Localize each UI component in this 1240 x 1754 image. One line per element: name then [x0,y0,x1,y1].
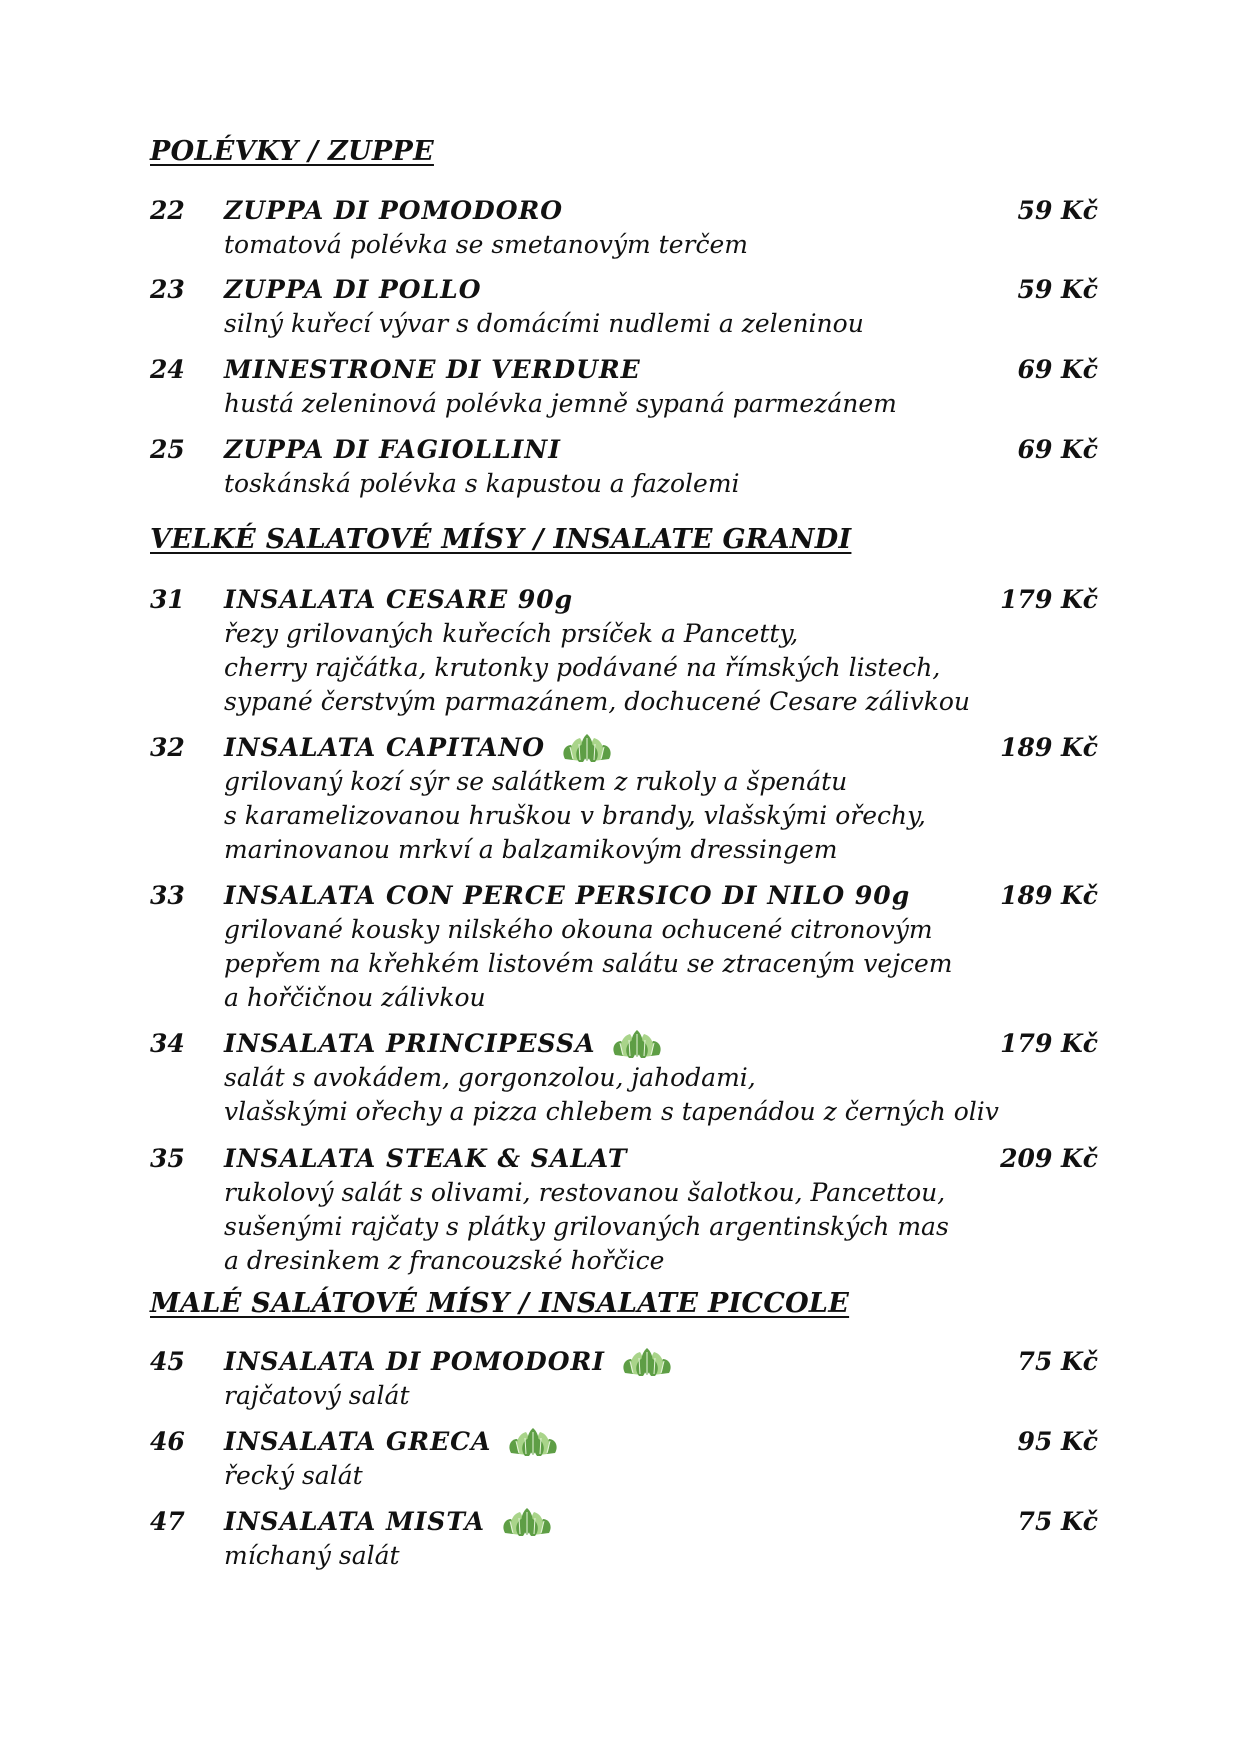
item-number: 47 [150,1507,185,1536]
item-description-line: sušenými rajčaty s plátky grilovaných argentinských mas [224,1212,949,1241]
item-number: 24 [150,355,185,384]
item-name-wrap [224,1425,561,1460]
item-description [150,387,1098,421]
item-name-wrap [224,1505,555,1540]
item-number: 34 [150,1029,185,1058]
menu-item-header [150,1027,1098,1061]
item-price: 75 Kč [1017,1347,1098,1376]
menu-item [150,194,1098,262]
lettuce-leaf-icon [499,1506,555,1538]
item-description-line: pepřem na křehkém listovém salátu se ztraceným vejcem [224,949,953,978]
item-description [150,1459,1098,1493]
lettuce-leaf-icon [609,1028,665,1060]
item-description-line: hustá zeleninová polévka jemně sypaná parmezánem [224,389,897,418]
lettuce-leaf-icon [619,1346,675,1378]
menu-item [150,1142,1098,1278]
item-price: 59 Kč [1017,196,1098,225]
menu-item [150,583,1098,719]
item-price: 59 Kč [1017,275,1098,304]
item-name-wrap [224,1027,665,1062]
menu-item-header [150,1345,1098,1379]
item-price: 189 Kč [1000,881,1098,910]
item-name: INSALATA PRINCIPESSA [224,1029,596,1058]
item-description-line: rajčatový salát [224,1381,410,1410]
item-description [150,617,1098,719]
section-title: POLÉVKY / ZUPPE [150,136,434,167]
item-name-wrap [224,433,561,467]
item-description [150,1539,1098,1573]
item-description-line: míchaný salát [224,1541,400,1570]
item-description-line: cherry rajčátka, krutonky podávané na římských listech, [224,653,941,682]
menu-item-header [150,353,1098,387]
item-price: 69 Kč [1017,355,1098,384]
menu-item [150,1425,1098,1493]
menu-item-header [150,1142,1098,1176]
item-description [150,467,1098,501]
item-number: 46 [150,1427,185,1456]
item-price: 179 Kč [1000,1029,1098,1058]
item-name-wrap [224,353,641,387]
section-title: VELKÉ SALATOVÉ MÍSY / INSALATE GRANDI [150,524,852,555]
menu-item [150,1345,1098,1413]
item-number: 32 [150,733,185,762]
item-price: 75 Kč [1017,1507,1098,1536]
menu-item-header [150,583,1098,617]
item-name: INSALATA STEAK & SALAT [224,1144,628,1173]
item-description [150,307,1098,341]
item-price: 179 Kč [1000,585,1098,614]
item-name-wrap [224,879,910,913]
item-name: ZUPPA DI FAGIOLLINI [224,435,561,464]
item-name-wrap [224,1142,627,1176]
menu-item [150,1505,1098,1573]
menu-item [150,273,1098,341]
item-description-line: tomatová polévka se smetanovým terčem [224,230,748,259]
item-description [150,765,1098,867]
item-description-line: a hořčičnou zálivkou [224,983,486,1012]
item-name-wrap [224,731,615,766]
menu-item [150,433,1098,501]
item-name: ZUPPA DI POLLO [224,275,482,304]
item-description-line: řecký salát [224,1461,363,1490]
item-name-wrap [224,273,482,307]
item-number: 23 [150,275,185,304]
menu-item-header [150,433,1098,467]
item-number: 45 [150,1347,185,1376]
item-name: INSALATA CESARE 90g [224,585,574,614]
item-description-line: toskánská polévka s kapustou a fazolemi [224,469,740,498]
item-description [150,228,1098,262]
item-description-line: marinovanou mrkví a balzamikovým dressingem [224,835,838,864]
menu-item-header [150,1505,1098,1539]
item-description [150,1061,1098,1129]
item-number: 35 [150,1144,185,1173]
item-name: MINESTRONE DI VERDURE [224,355,641,384]
item-description [150,1379,1098,1413]
item-description-line: řezy grilovaných kuřecích prsíček a Pancetty, [224,619,799,648]
item-description-line: sypané čerstvým parmazánem, dochucené Cesare zálivkou [224,687,971,716]
item-description-line: rukolový salát s olivami, restovanou šalotkou, Pancettou, [224,1178,946,1207]
lettuce-leaf-icon [559,732,615,764]
item-name-wrap [224,583,573,617]
item-price: 189 Kč [1000,733,1098,762]
item-name: ZUPPA DI POMODORO [224,196,564,225]
menu-item [150,1027,1098,1129]
item-name: INSALATA MISTA [224,1507,485,1536]
item-name: INSALATA GRECA [224,1427,492,1456]
item-name-wrap [224,1345,675,1380]
item-number: 31 [150,585,185,614]
item-name: INSALATA CAPITANO [224,733,545,762]
item-name-wrap [224,194,563,228]
item-description-line: silný kuřecí vývar s domácími nudlemi a zeleninou [224,309,864,338]
item-description-line: grilované kousky nilského okouna ochucené citronovým [224,915,933,944]
menu-item [150,731,1098,867]
menu-item [150,879,1098,1015]
item-name: INSALATA DI POMODORI [224,1347,605,1376]
item-description-line: s karamelizovanou hruškou v brandy, vlašskými ořechy, [224,801,926,830]
menu-item-header [150,1425,1098,1459]
item-description-line: a dresinkem z francouzské hořčice [224,1246,665,1275]
item-number: 22 [150,196,185,225]
menu-item-header [150,731,1098,765]
item-description-line: salát s avokádem, gorgonzolou, jahodami, [224,1063,756,1092]
item-description-line: vlašskými ořechy a pizza chlebem s tapenádou z černých oliv [224,1097,999,1126]
menu-item-header [150,273,1098,307]
item-description-line: grilovaný kozí sýr se salátkem z rukoly a špenátu [224,767,848,796]
menu-item [150,353,1098,421]
lettuce-leaf-icon [505,1426,561,1458]
item-name: INSALATA CON PERCE PERSICO DI NILO 90g [224,881,911,910]
item-description [150,913,1098,1015]
item-number: 33 [150,881,185,910]
section-title: MALÉ SALÁTOVÉ MÍSY / INSALATE PICCOLE [150,1288,850,1319]
item-number: 25 [150,435,185,464]
item-price: 209 Kč [1000,1144,1098,1173]
item-price: 69 Kč [1017,435,1098,464]
item-description [150,1176,1098,1278]
menu-item-header [150,194,1098,228]
menu-item-header [150,879,1098,913]
item-price: 95 Kč [1017,1427,1098,1456]
